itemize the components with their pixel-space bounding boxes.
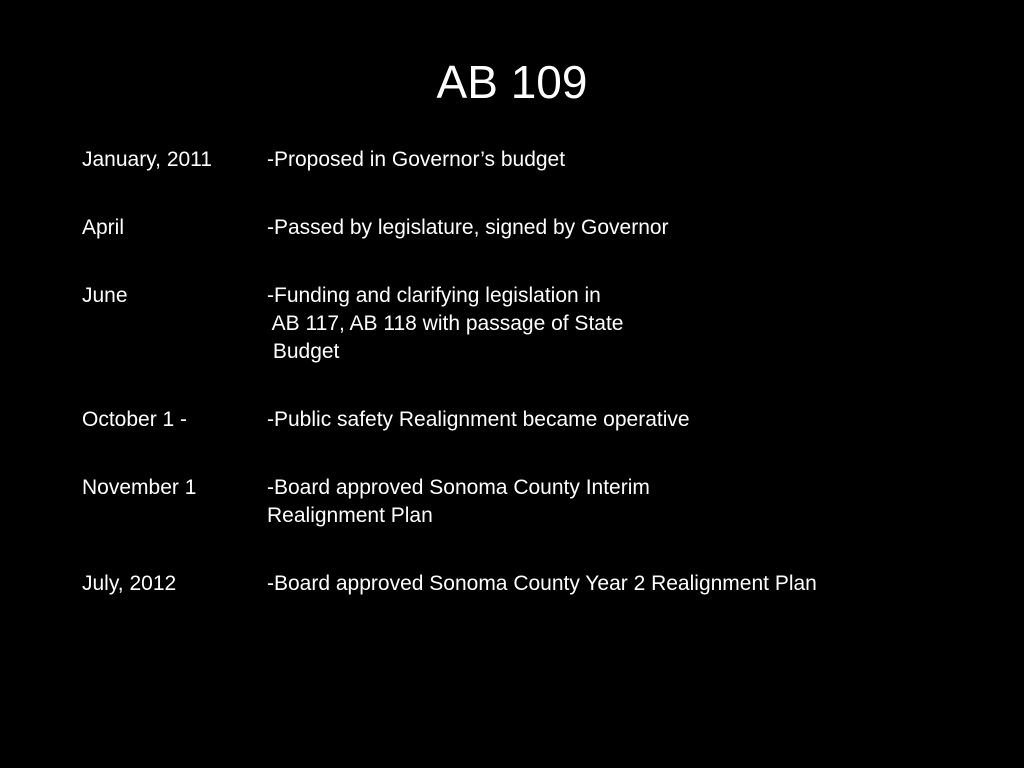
timeline-entry [82,406,982,434]
entry-date: October 1 - [82,408,188,431]
timeline-entry [82,570,982,598]
entry-description: -Funding and clarifying legislation in AB 117, AB 118 with passage of State Budget [267,284,624,363]
entry-description: -Proposed in Governor’s budget [267,148,566,171]
entry-date: November 1 [82,476,197,499]
entry-date: April [82,216,125,239]
slide-title: AB 109 [436,56,588,108]
entry-description: -Passed by legislature, signed by Governor [267,216,669,239]
timeline-entry [82,474,982,530]
entry-description: -Public safety Realignment became operative [267,408,690,431]
entry-description: -Board approved Sonoma County Interim Realignment Plan [267,476,650,527]
entry-date: January, 2011 [82,148,212,171]
timeline-entry [82,214,982,242]
timeline-entry [82,146,982,174]
entry-date: July, 2012 [82,572,177,595]
timeline [82,146,982,638]
entry-description: -Board approved Sonoma County Year 2 Realignment Plan [267,572,817,595]
entry-date: June [82,284,128,307]
timeline-entry [82,282,982,366]
